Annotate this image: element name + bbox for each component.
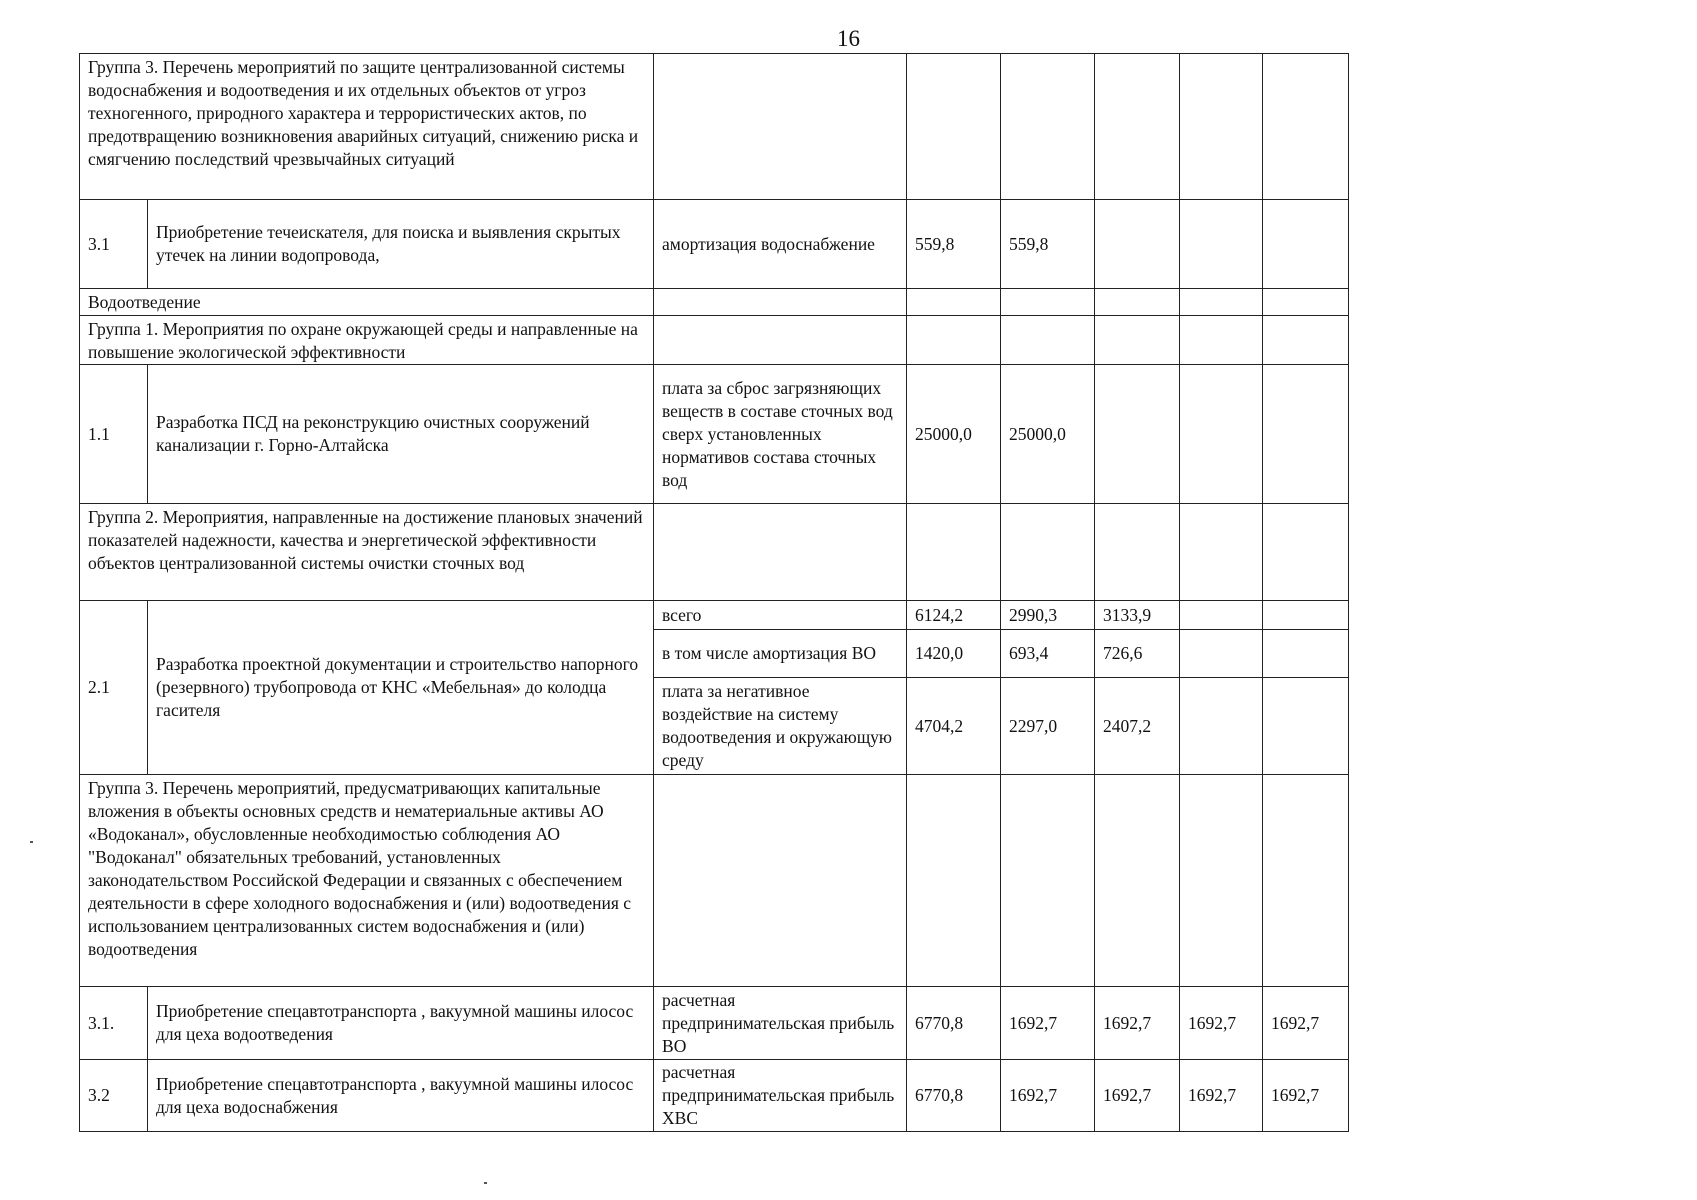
page-number: 16 bbox=[837, 26, 860, 51]
value-year-3: 1692,7 bbox=[1180, 1060, 1263, 1132]
measure-name: Приобретение спецавтотранспорта , вакуумной машины илосос для цеха водоотведения bbox=[148, 987, 654, 1060]
value-year-1: 559,8 bbox=[1001, 200, 1095, 289]
row-number: 3.2 bbox=[80, 1060, 148, 1132]
measure-name: Разработка ПСД на реконструкцию очистных сооружений канализации г. Горно-Алтайска bbox=[148, 365, 654, 504]
value-total: 6124,2 bbox=[907, 601, 1001, 630]
funding-source: плата за негативное воздействие на систему водоотведения и окружающую среду bbox=[654, 678, 907, 775]
value-total: 4704,2 bbox=[907, 678, 1001, 775]
scan-speck bbox=[484, 1182, 487, 1184]
value-year-4: 1692,7 bbox=[1263, 1060, 1349, 1132]
section-heading: Водоотведение bbox=[80, 289, 654, 316]
table-row bbox=[80, 289, 1349, 316]
table-row bbox=[80, 316, 1349, 365]
value-total: 6770,8 bbox=[907, 1060, 1001, 1132]
value-total: 1420,0 bbox=[907, 630, 1001, 678]
value-year-1: 1692,7 bbox=[1001, 987, 1095, 1060]
group-heading: Группа 3. Перечень мероприятий по защите централизованной системы водоснабжения и водоотведения и их отдельных объектов от угроз техногенного, природного характера и террористических актов, по предотвращению возникновения аварийных ситуаций, снижению риска и смягчению последствий чрезвычайных ситуаций bbox=[80, 54, 654, 200]
measure-name: Разработка проектной документации и строительство напорного (резервного) трубопровода от КНС «Мебельная» до колодца гасителя bbox=[148, 601, 654, 775]
funding-source: расчетная предпринимательская прибыль ВО bbox=[654, 987, 907, 1060]
group-heading: Группа 1. Мероприятия по охране окружающей среды и направленные на повышение экологической эффективности bbox=[80, 316, 654, 365]
value-year-2: 2407,2 bbox=[1095, 678, 1180, 775]
row-number: 3.1. bbox=[80, 987, 148, 1060]
table-row bbox=[80, 987, 1349, 1060]
funding-source: амортизация водоснабжение bbox=[654, 200, 907, 289]
funding-source: расчетная предпринимательская прибыль ХВС bbox=[654, 1060, 907, 1132]
value-year-4: 1692,7 bbox=[1263, 987, 1349, 1060]
measure-name: Приобретение спецавтотранспорта , вакуумной машины илосос для цеха водоснабжения bbox=[148, 1060, 654, 1132]
value-year-1: 693,4 bbox=[1001, 630, 1095, 678]
funding-source: всего bbox=[654, 601, 907, 630]
table-row bbox=[80, 365, 1349, 504]
value-total: 6770,8 bbox=[907, 987, 1001, 1060]
table-row bbox=[80, 601, 1349, 630]
value-year-1: 2297,0 bbox=[1001, 678, 1095, 775]
scan-speck bbox=[30, 841, 33, 843]
value-year-3: 1692,7 bbox=[1180, 987, 1263, 1060]
row-number: 1.1 bbox=[80, 365, 148, 504]
value-year-2: 726,6 bbox=[1095, 630, 1180, 678]
measure-name: Приобретение течеискателя, для поиска и выявления скрытых утечек на линии водопровода, bbox=[148, 200, 654, 289]
measures-table bbox=[79, 53, 1349, 1132]
value-year-1: 2990,3 bbox=[1001, 601, 1095, 630]
value-total: 559,8 bbox=[907, 200, 1001, 289]
value-year-2: 1692,7 bbox=[1095, 1060, 1180, 1132]
group-heading: Группа 2. Мероприятия, направленные на достижение плановых значений показателей надежности, качества и энергетической эффективности объектов централизованной системы очистки сточных вод bbox=[80, 504, 654, 601]
value-year-1: 1692,7 bbox=[1001, 1060, 1095, 1132]
value-year-2: 1692,7 bbox=[1095, 987, 1180, 1060]
group-heading: Группа 3. Перечень мероприятий, предусматривающих капитальные вложения в объекты основных средств и нематериальные активы АО «Водоканал», обусловленные необходимостью соблюдения АО "Водоканал" обязательных требований, установленных законодательством Российской Федерации и связанных с обеспечением деятельности в сфере холодного водоснабжения и (или) водоотведения с использованием централизованных систем водоснабжения и (или) водоотведения bbox=[80, 775, 654, 987]
value-total: 25000,0 bbox=[907, 365, 1001, 504]
funding-source: плата за сброс загрязняющих веществ в составе сточных вод сверх установленных нормативов состава сточных вод bbox=[654, 365, 907, 504]
row-number: 3.1 bbox=[80, 200, 148, 289]
row-number: 2.1 bbox=[80, 601, 148, 775]
table-row bbox=[80, 504, 1349, 601]
table-row bbox=[80, 200, 1349, 289]
value-year-2: 3133,9 bbox=[1095, 601, 1180, 630]
funding-source: в том числе амортизация ВО bbox=[654, 630, 907, 678]
value-year-1: 25000,0 bbox=[1001, 365, 1095, 504]
table-row bbox=[80, 54, 1349, 200]
table-row bbox=[80, 775, 1349, 987]
table-row bbox=[80, 1060, 1349, 1132]
